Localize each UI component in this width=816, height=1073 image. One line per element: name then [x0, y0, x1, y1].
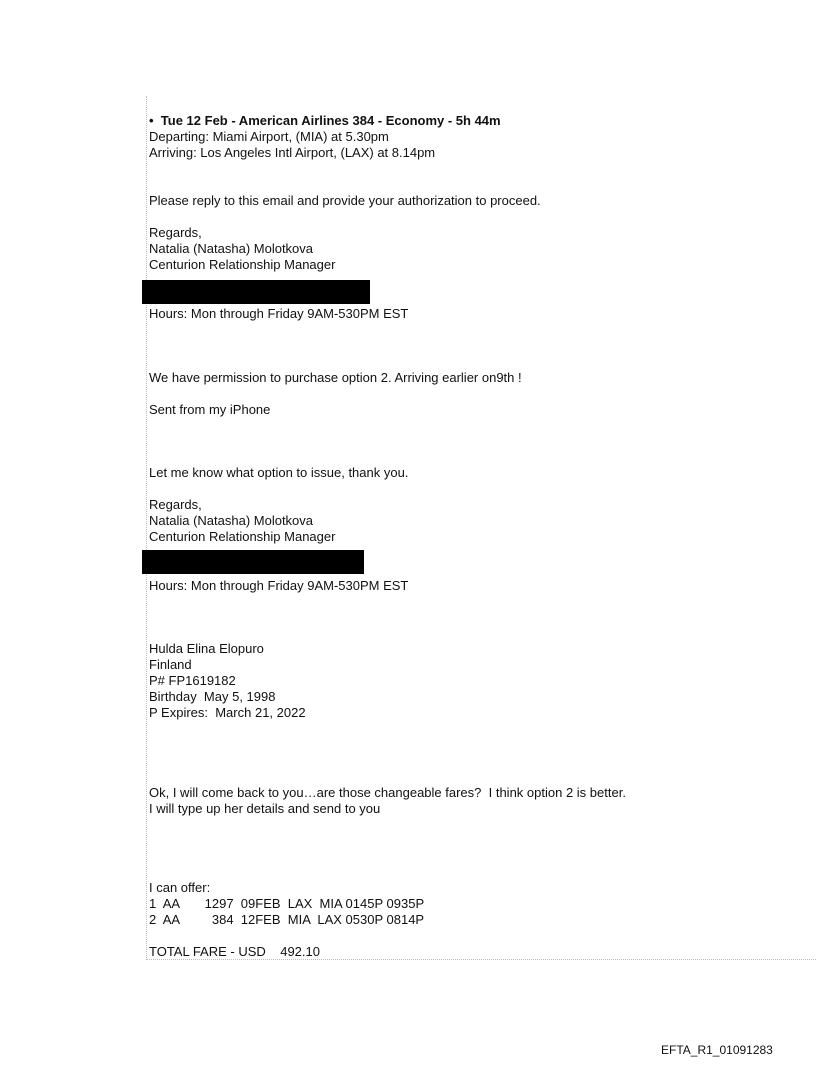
offer-option-2: 2 AA 384 12FEB MIA LAX 0530P 0814P	[149, 912, 425, 927]
total-fare: TOTAL FARE - USD 492.10	[149, 944, 320, 959]
signature-regards: Regards,	[149, 225, 202, 240]
passenger-birthday: Birthday May 5, 1998	[149, 689, 276, 704]
passenger-name: Hulda Elina Elopuro	[149, 641, 264, 656]
signature-hours: Hours: Mon through Friday 9AM-530PM EST	[149, 578, 409, 593]
bullet: •	[149, 113, 154, 128]
passenger-country: Finland	[149, 657, 192, 672]
redaction-box	[142, 280, 370, 304]
flight-arriving: Arriving: Los Angeles Intl Airport, (LAX) at 8.14pm	[149, 145, 436, 160]
signature-name: Natalia (Natasha) Molotkova	[149, 513, 314, 528]
signature-role: Centurion Relationship Manager	[149, 529, 336, 544]
document-id: EFTA_R1_01091283	[661, 1043, 773, 1057]
permission-message: We have permission to purchase option 2. Arriving earlier on9th !	[149, 370, 522, 385]
flight-title-text: Tue 12 Feb - American Airlines 384 - Economy - 5h 44m	[160, 113, 501, 128]
sent-from-line: Sent from my iPhone	[149, 402, 271, 417]
flight-departing: Departing: Miami Airport, (MIA) at 5.30pm	[149, 129, 389, 144]
offer-option-1: 1 AA 1297 09FEB LAX MIA 0145P 0935P	[149, 896, 425, 911]
signature-role: Centurion Relationship Manager	[149, 257, 336, 272]
passenger-passport: P# FP1619182	[149, 673, 236, 688]
offer-intro: I can offer:	[149, 880, 211, 895]
signature-name: Natalia (Natasha) Molotkova	[149, 241, 314, 256]
signature-hours: Hours: Mon through Friday 9AM-530PM EST	[149, 306, 409, 321]
signature-regards: Regards,	[149, 497, 202, 512]
option-request: Let me know what option to issue, thank you.	[149, 465, 409, 480]
reply-message-line: Ok, I will come back to you…are those changeable fares? I think option 2 is better.	[149, 785, 626, 800]
redaction-box	[142, 550, 364, 574]
reply-message-line: I will type up her details and send to you	[149, 801, 381, 816]
reply-request: Please reply to this email and provide your authorization to proceed.	[149, 193, 541, 208]
passenger-expiry: P Expires: March 21, 2022	[149, 705, 306, 720]
flight-title	[149, 113, 501, 129]
